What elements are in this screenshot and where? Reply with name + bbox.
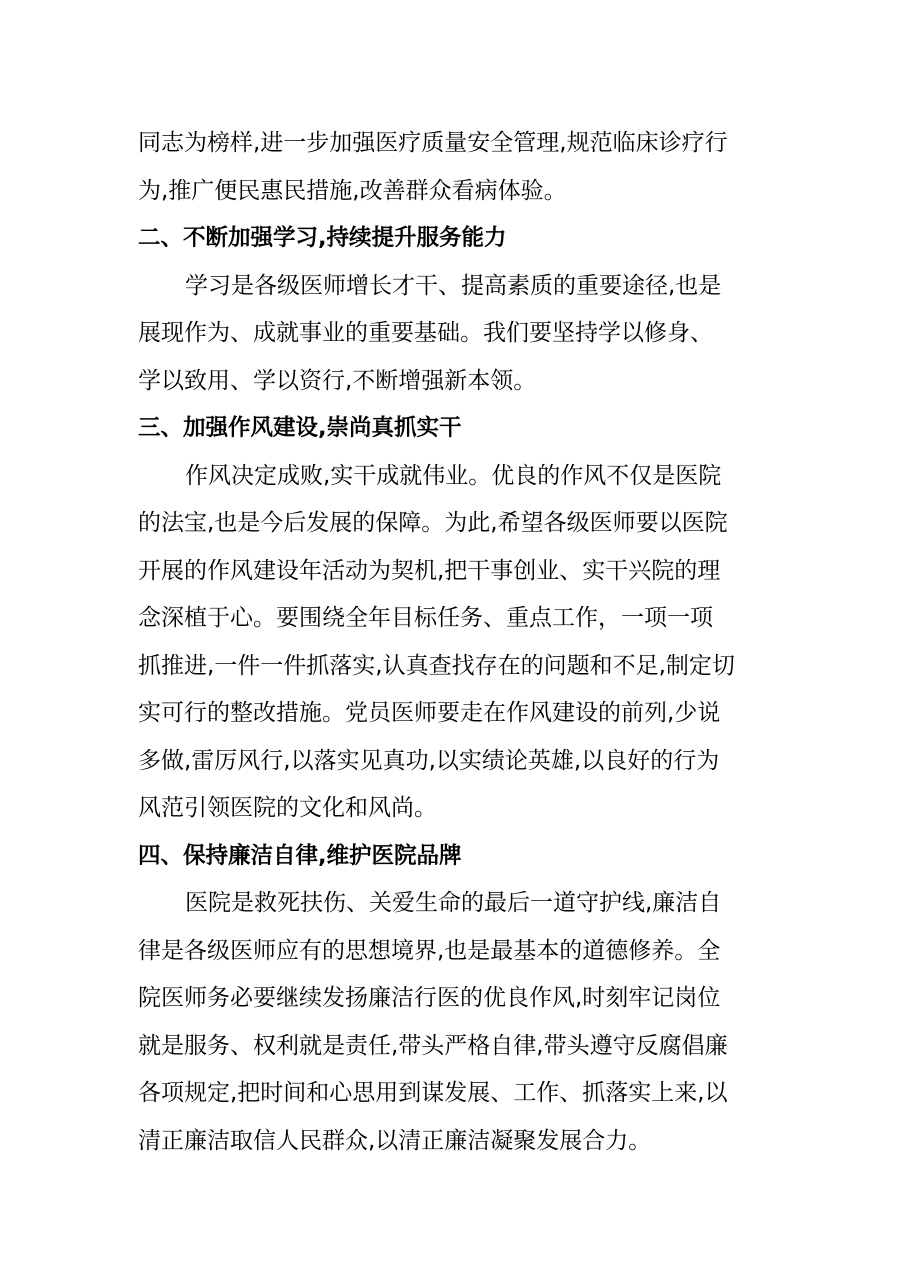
paragraph-line: 律是各级医师应有的思想境界,也是最基本的道德修养。全 (138, 937, 721, 964)
paragraph-line: 就是服务、权利就是责任,带头严格自律,带头遵守反腐倡廉 (138, 1032, 728, 1059)
paragraph-line: 各项规定,把时间和心思用到谋发展、工作、抓落实上来,以 (138, 1080, 728, 1106)
paragraph-line: 展现作为、成就事业的重要基础。我们要坚持学以修身、 (138, 320, 713, 346)
paragraph-line: 医院是救死扶伤、关爱生命的最后一道守护线,廉洁自 (185, 890, 722, 916)
paragraph-line: 抓推进,一件一件抓落实,认真查找存在的问题和不足,制定切 (138, 652, 735, 679)
paragraph-line: 多做,雷厉风行,以落实见真功,以实绩论英雄,以良好的行为 (138, 747, 720, 774)
paragraph-line: 开展的作风建设年活动为契机,把干事创业、实干兴院的理 (138, 557, 721, 584)
paragraph-line: 为,推广便民惠民措施,改善群众看病体验。 (138, 177, 567, 204)
document-body (138, 120, 778, 1165)
paragraph-line: 的法宝,也是今后发展的保障。为此,希望各级医师要以医院 (138, 510, 728, 536)
paragraph-line: 实可行的整改措施。党员医师要走在作风建设的前列,少说 (138, 700, 721, 726)
paragraph-line: 清正廉洁取信人民群众,以清正廉洁凝聚发展合力。 (138, 1127, 652, 1154)
paragraph-line: 同志为榜样,进一步加强医疗质量安全管理,规范临床诊疗行 (138, 130, 728, 156)
paragraph-line: 学以致用、学以资行,不断增强新本领。 (138, 367, 537, 394)
section-heading-4: 四、保持廉洁自律,维护医院品牌 (138, 842, 462, 869)
paragraph-line: 风范引领医院的文化和风尚。 (138, 795, 437, 821)
paragraph-line: 作风决定成败,实干成就伟业。优良的作风不仅是医院 (185, 462, 722, 489)
paragraph-line: 院医师务必要继续发扬廉洁行医的优良作风,时刻牢记岗位 (138, 985, 721, 1011)
section-heading-2: 二、不断加强学习,持续提升服务能力 (138, 225, 507, 251)
paragraph-line: 念深植于心。要围绕全年目标任务、重点工作，一项一项 (138, 605, 713, 631)
paragraph-line: 学习是各级医师增长才干、提高素质的重要途径,也是 (185, 272, 722, 299)
section-heading-3: 三、加强作风建设,崇尚真抓实干 (138, 415, 462, 441)
